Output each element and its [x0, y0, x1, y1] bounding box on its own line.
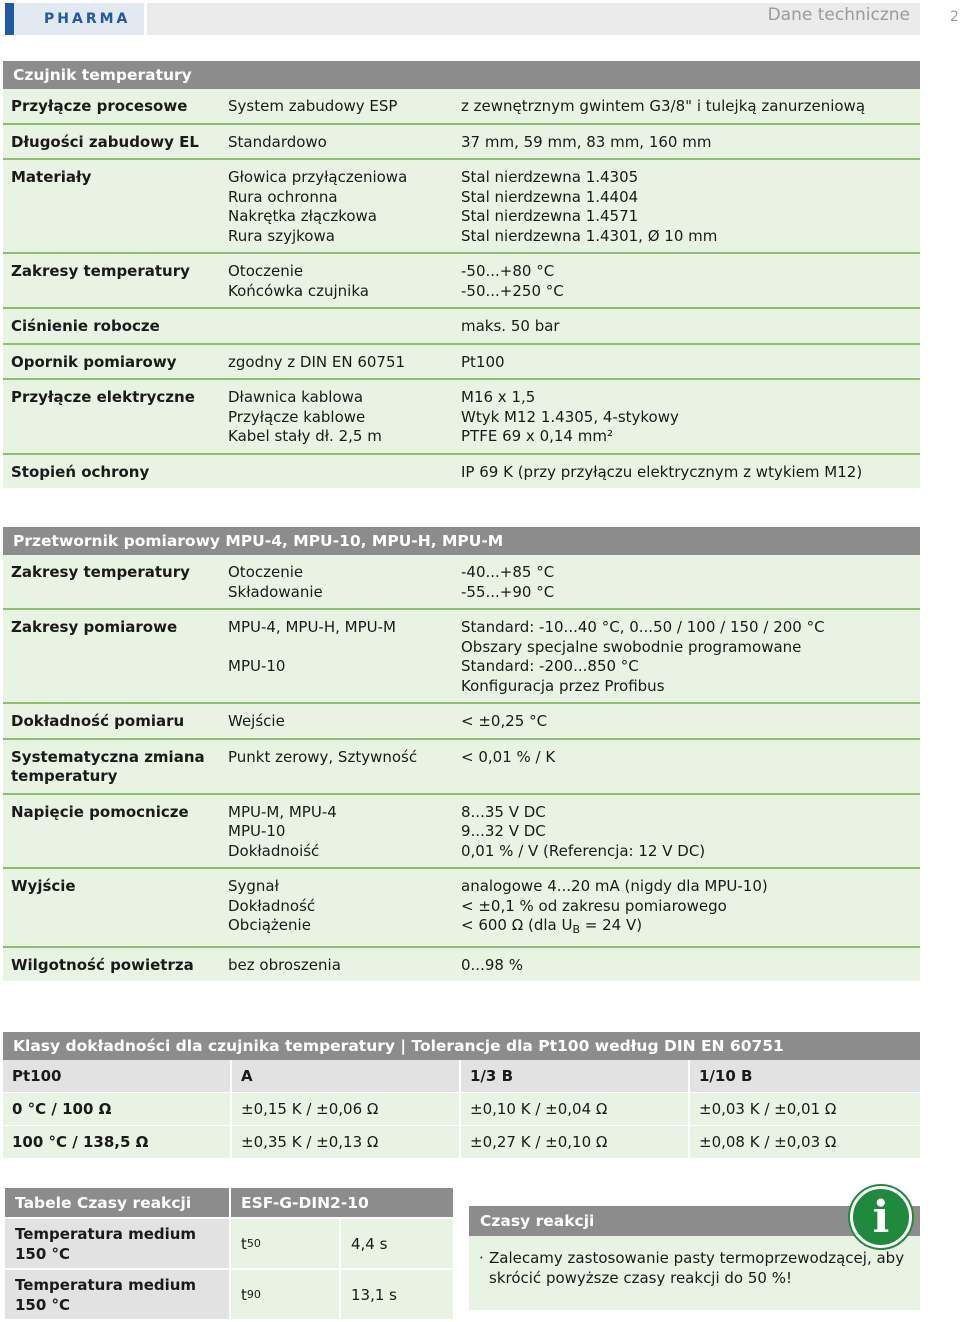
spec-label: Przyłącze elektryczne [11, 388, 195, 406]
column-header: Pt100 [3, 1060, 232, 1092]
spec-subject: Dławnica kablowa Przyłącze kablowe Kabel stały dł. 2,5 m [228, 388, 382, 445]
page-number: 2 [950, 9, 959, 25]
spec-value: -40...+85 °C -55...+90 °C [461, 563, 555, 601]
spec-value: IP 69 K (przy przyłączu elektrycznym z wtykiem M12) [461, 462, 863, 481]
time-value: 13,1 s [341, 1270, 453, 1319]
section-heading: Przetwornik pomiarowy MPU-4, MPU-10, MPU-H, MPU-M [3, 527, 920, 555]
spec-row [3, 380, 920, 455]
spec-row [3, 948, 920, 982]
transmitter-rows [3, 555, 920, 981]
table-cell: ±0,03 K / ±0,01 Ω [699, 1100, 837, 1118]
spec-row [3, 610, 920, 704]
spec-label: Przyłącze procesowe [11, 97, 188, 115]
table-cell: ±0,35 K / ±0,13 Ω [232, 1126, 461, 1158]
spec-subject: MPU-M, MPU-4 MPU-10 Dokładnoiść [228, 802, 337, 860]
spec-subject: Głowica przyłączeniowa Rura ochronna Nakrętka złączkowa Rura szyjkowa [228, 168, 408, 245]
spec-row [3, 125, 920, 161]
spec-row [3, 345, 920, 381]
spec-row [3, 555, 920, 610]
spec-label: Zakresy temperatury [11, 262, 190, 280]
spec-subject: bez obroszenia [228, 955, 341, 974]
spec-subject [228, 463, 461, 483]
spec-subject: System zabudowy ESP [228, 97, 398, 115]
spec-label: Zakresy temperatury [11, 563, 190, 581]
spec-row [3, 455, 920, 489]
spec-value: Standard: -10...40 °C, 0...50 / 100 / 150 / 200 °C Obszary specjalne swobodnie programowane Standard: -200...850 °C Konfiguracja przez Profibus [461, 618, 825, 695]
spec-value: Pt100 [461, 352, 505, 371]
row-label: Temperatura medium 150 °C [5, 1219, 231, 1268]
spec-label: Dokładność pomiaru [11, 712, 185, 730]
spec-row [3, 704, 920, 740]
response-table [5, 1188, 453, 1319]
sensor-rows [3, 89, 920, 488]
section-heading: Czujnik temperatury [3, 61, 920, 89]
table-row [3, 1126, 920, 1158]
spec-subject: Sygnał Dokładność Obciążenie [228, 877, 316, 934]
model-heading: ESF-G-DIN2-10 [231, 1188, 453, 1217]
spec-value: Stal nierdzewna 1.4305 Stal nierdzewna 1.4404 Stal nierdzewna 1.4571 Stal nierdzewna 1.4301, Ø 10 mm [461, 168, 718, 245]
bullet: · [479, 1249, 484, 1267]
table-heading: Klasy dokładności dla czujnika temperatury | Tolerancje dla Pt100 według DIN EN 60751 [3, 1032, 920, 1060]
spec-subject: Otoczenie Końcówka czujnika [228, 262, 369, 300]
spec-label: Długości zabudowy EL [11, 132, 199, 151]
table-cell: 100 °C / 138,5 Ω [3, 1126, 232, 1158]
spec-value: 0...98 % [461, 955, 523, 974]
spec-value: z zewnętrznym gwintem G3/8" i tulejką zanurzeniową [461, 97, 866, 115]
spec-row [3, 160, 920, 254]
spec-subject: Punkt zerowy, Sztywność [228, 747, 418, 766]
spec-label: Wyjście [11, 877, 76, 895]
spec-row [3, 309, 920, 345]
column-header: 1/10 B [699, 1067, 753, 1085]
spec-row [3, 795, 920, 870]
spec-row [3, 89, 920, 125]
table-header-row [5, 1188, 453, 1217]
time-symbol: t 50 [231, 1219, 341, 1268]
spec-label: Opornik pomiarowy [11, 352, 177, 371]
table-cell: ±0,27 K / ±0,10 Ω [461, 1126, 690, 1158]
info-text: · Zalecamy zastosowanie pasty termoprzewodzącej, aby skrócić powyższe czasy reakcji do 50 %! [479, 1249, 905, 1287]
table-header-row [3, 1060, 920, 1092]
header-accent [5, 3, 14, 35]
spec-value: 8...35 V DC 9...32 V DC 0,01 % / V (Referencja: 12 V DC) [461, 802, 706, 860]
spec-subject [228, 317, 461, 337]
spec-subject: MPU-4, MPU-H, MPU-M MPU-10 [228, 618, 396, 675]
time-value: 4,4 s [341, 1219, 453, 1268]
spec-label: Materiały [11, 168, 92, 186]
spec-value: analogowe 4...20 mA (nigdy dla MPU-10) < ±0,1 % od zakresu pomiarowego < 600 Ω (dla $U_B = 24$ V) [461, 877, 768, 936]
header-divider [144, 3, 147, 35]
column-header: 1/3 B [461, 1060, 690, 1092]
brand-label: PHARMA [14, 3, 144, 35]
spec-row [3, 740, 920, 795]
spec-row [3, 869, 920, 948]
spec-subject: Wejście [228, 712, 285, 730]
spec-row [3, 254, 920, 309]
info-icon: i [850, 1186, 912, 1248]
spec-value: M16 x 1,5 Wtyk M12 1.4305, 4-stykowy PTFE 69 x 0,14 mm² [461, 388, 679, 445]
table-cell: ±0,10 K / ±0,04 Ω [461, 1093, 690, 1125]
spec-subject: Standardowo [228, 132, 327, 151]
sensor-section [3, 61, 920, 488]
table-cell: ±0,15 K / ±0,06 Ω [232, 1093, 461, 1125]
spec-value: 37 mm, 59 mm, 83 mm, 160 mm [461, 132, 712, 151]
spec-label: Zakresy pomiarowe [11, 618, 178, 636]
spec-label: Systematyczna zmiana temperatury [11, 747, 205, 785]
time-symbol: t 90 [231, 1270, 341, 1319]
accuracy-table [3, 1032, 920, 1158]
page-title: Dane techniczne [767, 5, 910, 25]
spec-label: Ciśnienie robocze [11, 317, 160, 335]
transmitter-section [3, 527, 920, 981]
table-row [5, 1268, 453, 1319]
spec-value: maks. 50 bar [461, 317, 560, 335]
spec-value: < 0,01 % / K [461, 747, 556, 766]
spec-subject: zgodny z DIN EN 60751 [228, 352, 406, 371]
table-row [3, 1093, 920, 1125]
spec-label: Wilgotność powietrza [11, 955, 194, 974]
table-row [5, 1217, 453, 1268]
spec-value: < ±0,25 °C [461, 712, 548, 730]
table-cell: 0 °C / 100 Ω [3, 1093, 232, 1125]
column-header: A [232, 1060, 461, 1092]
table-cell: ±0,08 K / ±0,03 Ω [699, 1133, 837, 1151]
table-heading: Tabele Czasy reakcji [5, 1188, 231, 1217]
spec-label: Stopień ochrony [11, 462, 150, 481]
spec-label: Napięcie pomocnicze [11, 802, 189, 821]
spec-subject: Otoczenie Składowanie [228, 563, 323, 601]
info-heading: Czasy reakcji [469, 1206, 920, 1236]
row-label: Temperatura medium 150 °C [5, 1270, 231, 1319]
spec-value: -50...+80 °C -50...+250 °C [461, 262, 564, 300]
